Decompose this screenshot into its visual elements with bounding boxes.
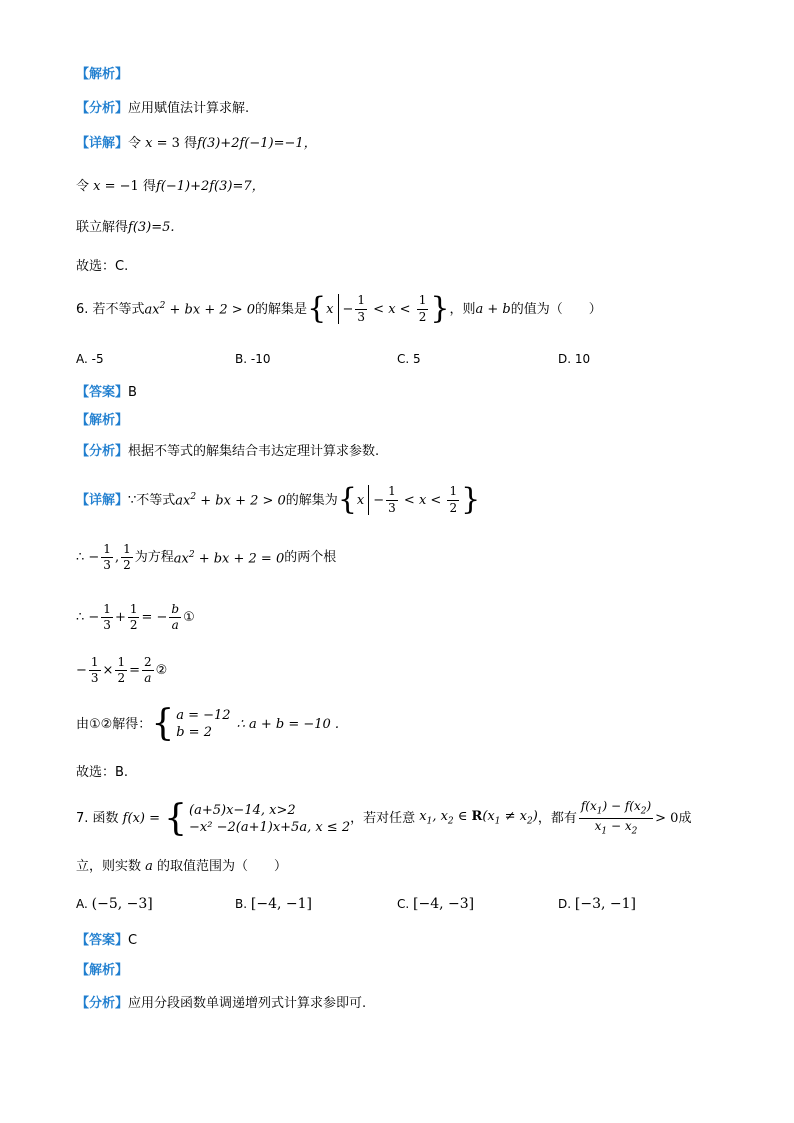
analysis-heading [76,68,128,81]
q6-detail-line [76,482,481,517]
option-label: B. [235,352,248,366]
set-bar [368,485,369,515]
q6-stem-pre: 6. 若不等式 [76,301,145,317]
detail-tag: 【详解】 [76,492,129,508]
frac-one-third: $\frac{1}{3}$ [90,655,99,686]
piece-2: −x² −2(a+1)x+5a, x ≤ 2 [189,819,351,835]
q6-fenxi-text: 根据不等式的解集结合韦达定理计算求参数. [128,444,380,459]
q6-option-c[interactable] [397,352,421,366]
q7-answer-line [76,934,137,947]
option-value: (−5, −3] [91,896,153,912]
q5-fenxi-line [76,102,249,115]
q5-eq-x3-val: = 3 [152,136,185,151]
q5-joint-expr: f(3)=5. [128,220,175,235]
q6-product-line [76,656,167,685]
frac-2-over-a: $\frac{2}{a}$ [144,655,152,686]
frac-one-third: $\frac{1}{3}$ [103,602,111,633]
option-label: A. [76,352,88,366]
q6-detail-inequality: $ax^2$ + bx + 2 > 0 [175,491,286,509]
q7-stem-end: 成 [678,811,692,827]
set-var: x [356,492,365,508]
plus: + [114,610,126,626]
option-label: D. [558,897,572,911]
q5-eq-x-1-val: = −1 [100,179,143,194]
set-var: x [326,301,334,317]
piecewise-brace: { [164,797,188,839]
q6-roots-post: 为方程 [134,550,174,566]
detail-tag: 【详解】 [76,136,129,151]
option-value: 10 [574,352,591,366]
equals: = [129,663,140,679]
q7-x1x2-in-R: $x_1$, $x_2$ ∈ $R(x_1 \ne x_2)$ [415,809,538,828]
system-rows [176,709,230,739]
q7-fenxi-line [76,997,366,1010]
analysis-tag: 【解析】 [76,413,129,428]
frac-b-over-a: $\frac{b}{a}$ [171,602,180,633]
equation-system [151,703,231,744]
minus: − [76,663,87,679]
option-value: 5 [413,352,421,366]
q5-detail-line [76,137,317,150]
answer-tag: 【答案】 [76,933,129,948]
gt-zero: > 0 [655,811,679,827]
frac-one-third: $\frac{1}{3}$ [357,293,366,324]
q6-roots-line [76,543,336,572]
q7-stem-mid2: ，都有 [537,811,577,827]
q6-analysis-heading [76,414,128,427]
option-label: C. [397,352,410,366]
option-label: C. [397,897,410,911]
q6-choose: 故选：B. [76,765,129,780]
q6-a-plus-b: a + b [475,301,511,317]
q6-detail-because: ∵不等式 [128,492,176,508]
q5-eq-x-1: x [89,179,101,194]
system-row-a: a = −12 [176,708,231,723]
q5-fenxi-text: 应用赋值法计算求解. [128,101,250,116]
q6-option-a[interactable] [76,352,104,366]
q7-option-a[interactable] [76,896,153,912]
frac-one-half: $\frac{1}{2}$ [449,484,458,515]
q6-solve-post: ∴ a + b = −10 . [236,716,340,732]
q5-step2-mid: 得 [142,179,156,194]
q5-choose-line [76,260,128,273]
q5-choose: 故选：C. [76,259,129,274]
piece-1: (a+5)x−14, x>2 [189,802,296,818]
piecewise-function [164,797,351,839]
set-close-brace: } [461,482,481,517]
set-lt-x-lt: < x < [369,301,415,317]
q7-analysis-heading [76,964,128,977]
q6-roots-end: 的两个根 [284,550,337,566]
q7-fenxi-text: 应用分段函数单调递增列式计算求参即可. [128,996,367,1011]
fenxi-tag: 【分析】 [76,101,129,116]
equals: = − [141,610,168,626]
therefore-symbol: ∴ − [76,550,100,566]
q7-option-d[interactable] [558,896,636,912]
q5-detail-mid: 得 [184,136,198,151]
option-label: D. [558,352,572,366]
q5-eq-x3: x [141,136,153,151]
fenxi-tag: 【分析】 [76,996,129,1011]
q5-joint-line [76,221,175,234]
q7-stem-line2-text: 立，则实数 [76,859,142,874]
q7-answer: C [128,933,138,948]
q6-answer: B [128,385,137,400]
q6-inequality: $ax^2$ + bx + 2 > 0 [144,300,256,318]
set-close-brace: } [430,291,450,326]
frac-one-third: $\frac{1}{3}$ [103,542,111,573]
analysis-tag: 【解析】 [76,67,129,82]
q5-detail-pre: 令 [128,136,142,151]
set-open-brace: { [337,482,357,517]
therefore-symbol: ∴ − [76,610,100,626]
q6-detail-mid: 的解集为 [285,492,338,508]
option-value: -5 [91,352,104,366]
option-label: B. [235,897,248,911]
q7-stem [76,797,692,839]
system-brace: { [151,703,175,744]
times: × [102,663,114,679]
q6-fenxi-line [76,445,379,458]
q6-roots-equation: $ax^2$ + bx + 2 = 0 [173,549,285,566]
set-minus: − [342,301,354,317]
q5-step2-pre: 令 [76,179,90,194]
q6-option-b[interactable] [235,352,270,366]
circle-two: ② [155,663,168,679]
frac-one-half: $\frac{1}{2}$ [418,293,427,324]
set-minus: − [373,492,385,508]
q7-option-b[interactable] [235,896,312,912]
q7-fx: f(x) = [118,811,165,827]
analysis-tag: 【解析】 [76,963,129,978]
q6-solve-line [76,703,340,744]
q5-step1-expr: f(3)+2f(−1)=−1， [197,136,317,151]
q5-joint-pre: 联立解得 [76,220,129,235]
q6-stem [76,291,602,326]
set-bar [338,294,339,324]
q6-option-d[interactable] [558,352,590,366]
answer-tag: 【答案】 [76,385,129,400]
option-value: [−3, −1] [574,896,636,912]
q7-option-c[interactable] [397,896,474,912]
q7-stem-mid: ，若对任意 [350,811,416,827]
q6-stem-end: 的值为（ ） [510,301,602,317]
comma: , [114,550,120,566]
option-value: -10 [250,352,271,366]
q6-stem-mid: 的解集是 [255,301,308,317]
piecewise-rows [189,804,350,834]
frac-one-half: $\frac{1}{2}$ [129,602,138,633]
q5-step2-line [76,180,265,193]
frac-one-third: $\frac{1}{3}$ [388,484,396,515]
q6-stem-post: ，则 [449,301,476,317]
q7-stem-pre: 7. 函数 [76,811,119,827]
q7-stem-line2 [76,860,287,873]
q6-solve-pre: 由①②解得： [76,716,152,732]
option-value: [−4, −1] [250,896,312,912]
option-label: A. [76,897,88,911]
frac-one-half: $\frac{1}{2}$ [117,655,126,686]
q6-sum-line [76,603,195,632]
circle-one: ① [183,610,195,626]
option-value: [−4, −3] [413,896,475,912]
fenxi-tag: 【分析】 [76,444,129,459]
frac-one-half: $\frac{1}{2}$ [123,542,131,573]
q7-var-a: a [141,859,158,874]
set-open-brace: { [307,291,327,326]
system-row-b: b = 2 [176,725,212,740]
q5-step2-expr: f(−1)+2f(3)=7， [155,179,265,194]
q7-stem-line2-end: 的取值范围为（ ） [157,859,288,874]
q6-choose-line [76,766,128,779]
set-lt-x-lt: < x < [399,492,446,508]
q6-answer-line [76,386,137,399]
q7-difference-quotient: $\frac{f(x_1) - f(x_2)}{x_1 - x_2}$ [580,799,652,837]
